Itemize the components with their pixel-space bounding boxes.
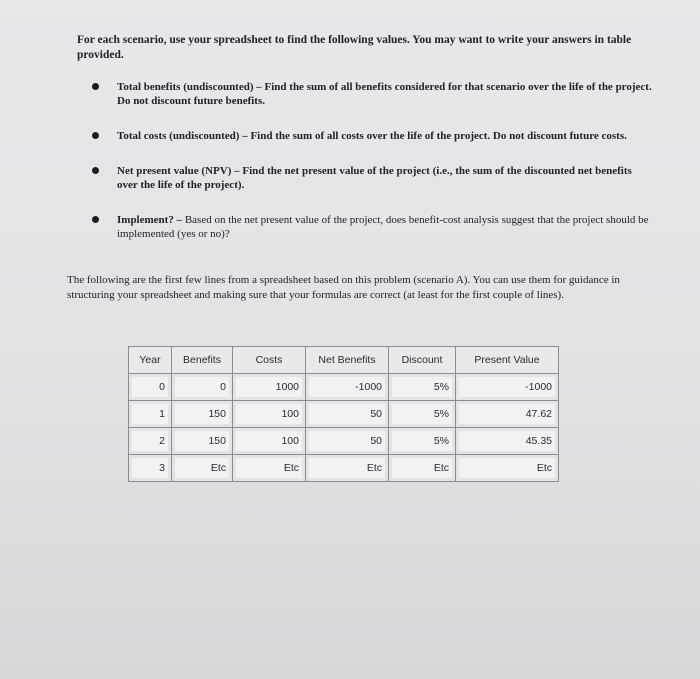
cell-year: 0 bbox=[129, 374, 172, 401]
bullet-dot-icon bbox=[92, 167, 99, 174]
bullet-total-benefits bbox=[92, 80, 652, 108]
cell-discount: 5% bbox=[389, 428, 456, 455]
cell-net-benefits: -1000 bbox=[306, 374, 389, 401]
cell-benefits: 0 bbox=[172, 374, 233, 401]
bullet-title: Net present value (NPV) – bbox=[117, 165, 243, 177]
cell-net-benefits: Etc bbox=[306, 455, 389, 482]
table-row bbox=[129, 401, 559, 428]
bullet-title: Total costs (undiscounted) – bbox=[117, 130, 251, 142]
bullet-text: Find the sum of all costs over the life of the project. Do not discount future costs. bbox=[250, 130, 627, 142]
cell-costs: Etc bbox=[233, 455, 306, 482]
cell-costs: 1000 bbox=[233, 374, 306, 401]
bullet-npv bbox=[92, 164, 652, 192]
cell-year: 2 bbox=[129, 428, 172, 455]
cell-discount: 5% bbox=[389, 374, 456, 401]
cell-net-benefits: 50 bbox=[306, 401, 389, 428]
header-net-benefits: Net Benefits bbox=[306, 347, 389, 374]
header-costs: Costs bbox=[233, 347, 306, 374]
cell-costs: 100 bbox=[233, 428, 306, 455]
bullet-dot-icon bbox=[92, 216, 99, 223]
bullet-dot-icon bbox=[92, 132, 99, 139]
cell-present-value: Etc bbox=[456, 455, 559, 482]
bullet-total-costs bbox=[92, 129, 652, 143]
table-row bbox=[129, 455, 559, 482]
bullet-dot-icon bbox=[92, 83, 99, 90]
table-row bbox=[129, 428, 559, 455]
cell-discount: 5% bbox=[389, 401, 456, 428]
header-benefits: Benefits bbox=[172, 347, 233, 374]
bullet-title: Total benefits (undiscounted) – bbox=[117, 81, 265, 93]
cell-present-value: -1000 bbox=[456, 374, 559, 401]
bullet-text: Based on the net present value of the project, does benefit-cost analysis suggest that the project should be implemented (yes or no)? bbox=[117, 214, 649, 240]
spreadsheet-table bbox=[128, 346, 559, 482]
cell-benefits: 150 bbox=[172, 428, 233, 455]
cell-discount: Etc bbox=[389, 455, 456, 482]
table-header-row bbox=[129, 347, 559, 374]
cell-year: 1 bbox=[129, 401, 172, 428]
cell-year: 3 bbox=[129, 455, 172, 482]
intro-text: For each scenario, use your spreadsheet to find the following values. You may want to write your answers in table provided. bbox=[77, 34, 632, 61]
cell-present-value: 47.62 bbox=[456, 401, 559, 428]
table-row bbox=[129, 374, 559, 401]
bullet-text: Find the sum of all benefits considered for that scenario over the life of the project. Do not discount future benefits. bbox=[117, 81, 652, 107]
cell-net-benefits: 50 bbox=[306, 428, 389, 455]
cell-costs: 100 bbox=[233, 401, 306, 428]
cell-benefits: 150 bbox=[172, 401, 233, 428]
header-discount: Discount bbox=[389, 347, 456, 374]
bullet-title: Implement? – bbox=[117, 214, 185, 226]
spreadsheet-paragraph: The following are the first few lines from a spreadsheet based on this problem (scenario A). You can use them for guidance in structuring your spreadsheet and making sure that your formulas are correct (at least for the first couple of lines). bbox=[67, 274, 620, 301]
cell-benefits: Etc bbox=[172, 455, 233, 482]
bullet-list bbox=[92, 80, 652, 262]
bullet-text: Find the net present value of the project (i.e., the sum of the discounted net benefits over the life of the project). bbox=[117, 165, 632, 191]
header-year: Year bbox=[129, 347, 172, 374]
header-present-value: Present Value bbox=[456, 347, 559, 374]
spreadsheet-table-wrapper bbox=[128, 346, 559, 482]
cell-present-value: 45.35 bbox=[456, 428, 559, 455]
bullet-implement bbox=[92, 213, 652, 241]
